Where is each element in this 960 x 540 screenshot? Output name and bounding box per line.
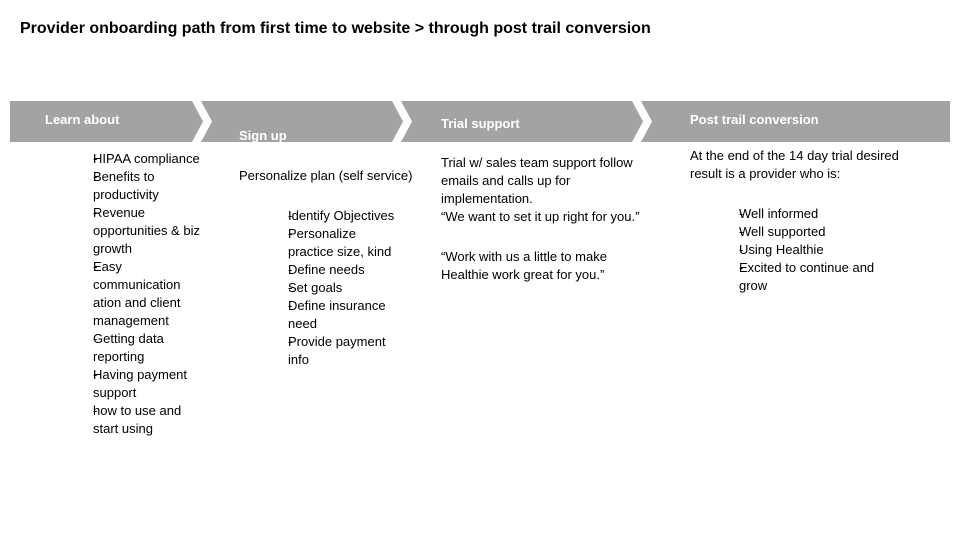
list-item: - Well informed xyxy=(710,205,880,223)
sign-up-column xyxy=(239,167,429,369)
page-title: Provider onboarding path from first time to website > through post trail conversion xyxy=(20,20,651,37)
sign-up-intro: Personalize plan (self service) xyxy=(239,168,413,183)
stage-label-post-trial-conversion: Post trail conversion xyxy=(690,112,819,127)
list-item: - Having payment support xyxy=(64,366,204,402)
list-item: - Set goals xyxy=(259,279,404,297)
post-trial-column xyxy=(690,147,905,295)
list-item: - Revenue opportunities & biz growth xyxy=(64,204,204,258)
list-item: - Benefits to productivity xyxy=(64,168,204,204)
list-item: - Identify Objectives xyxy=(259,207,404,225)
trial-support-column xyxy=(441,154,651,284)
post-trial-intro: At the end of the 14 day trial desired result is a provider who is: xyxy=(690,148,899,181)
trial-support-text: Trial w/ sales team support follow emails and calls up for implementation. xyxy=(441,155,633,206)
list-item: - Define needs xyxy=(259,261,404,279)
list-item: - Excited to continue and grow xyxy=(710,259,880,295)
list-item: - Define insurance need xyxy=(259,297,404,333)
list-item: - Well supported xyxy=(710,223,880,241)
stage-label-sign-up: Sign up xyxy=(239,128,287,143)
learn-about-list xyxy=(64,150,204,438)
trial-support-quote-2: “Work with us a little to make Healthie work great for you.” xyxy=(441,249,607,282)
post-trial-list xyxy=(710,205,880,295)
learn-about-column xyxy=(64,150,204,438)
sign-up-list xyxy=(259,207,404,369)
list-item: - Using Healthie xyxy=(710,241,880,259)
stage-label-trial-support: Trial support xyxy=(441,116,520,131)
list-item: - Provide payment info xyxy=(259,333,404,369)
list-item: - Easy communication ation and client management xyxy=(64,258,204,330)
list-item: - Personalize practice size, kind xyxy=(259,225,404,261)
list-item: - Getting data reporting xyxy=(64,330,204,366)
list-item: - HIPAA compliance xyxy=(64,150,204,168)
trial-support-quote-1: “We want to set it up right for you.” xyxy=(441,209,640,224)
stage-label-learn-about: Learn about xyxy=(45,112,120,127)
list-item: - how to use and start using xyxy=(64,402,204,438)
